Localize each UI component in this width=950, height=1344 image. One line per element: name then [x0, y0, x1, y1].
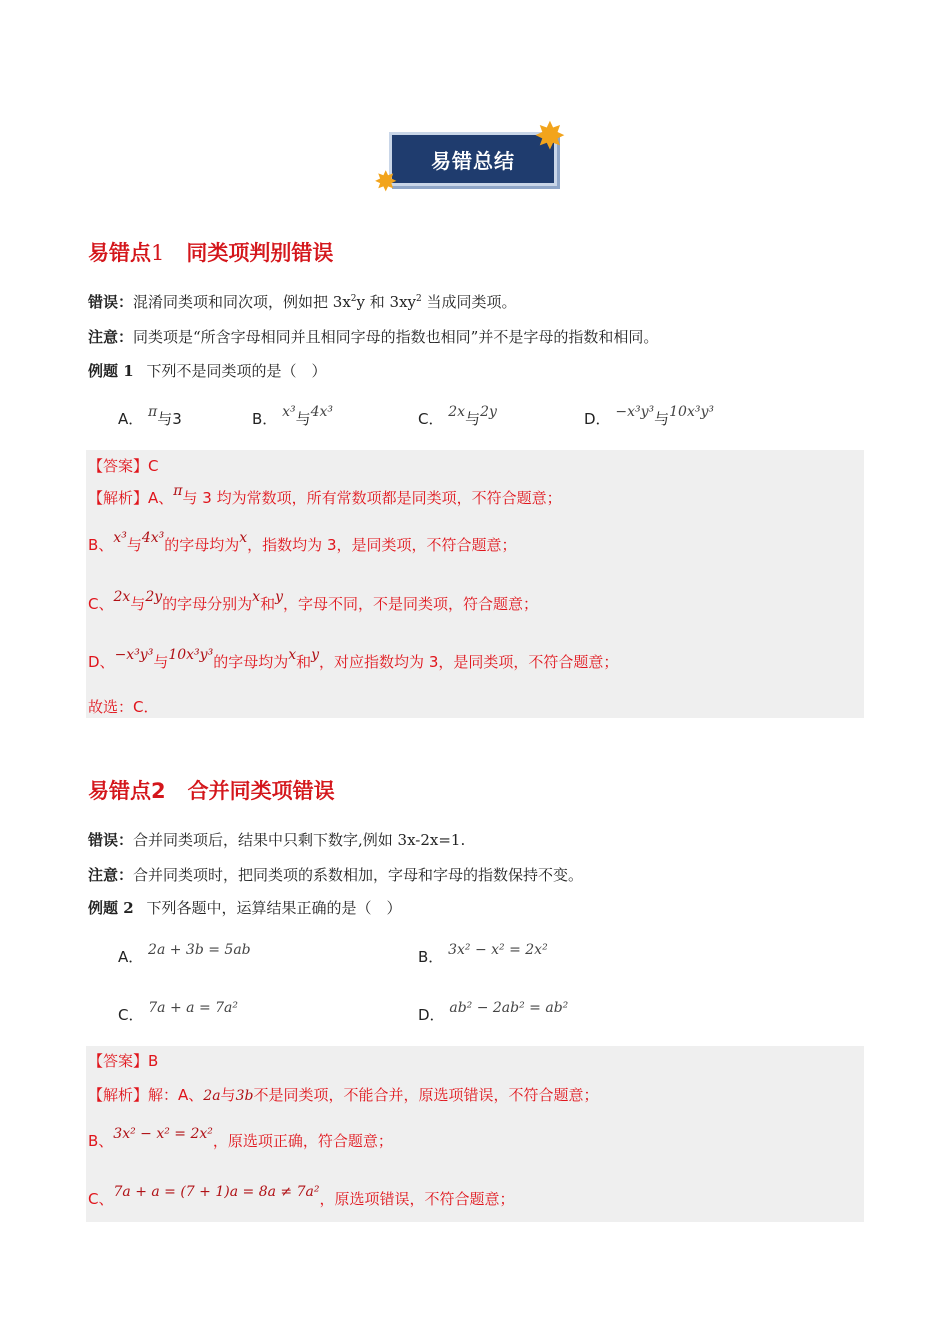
analysis-text: ，原选项正确，符合题意；	[212, 1132, 393, 1150]
note-text: 合并同类项时，把同类项的系数相加，字母和字母的指数保持不变。	[133, 866, 584, 884]
analysis-math: 4x³	[141, 530, 165, 546]
analysis-joiner: 与	[126, 536, 142, 554]
star-icon: ✸	[534, 114, 566, 158]
analysis-math: x	[288, 647, 297, 663]
option-joiner: 与	[465, 410, 481, 428]
analysis-joiner: 与	[130, 595, 146, 613]
analysis-2-b	[88, 1126, 393, 1151]
example-1	[88, 360, 326, 381]
analysis-math: 2a	[203, 1088, 221, 1104]
analysis-prefix: A、	[148, 489, 174, 507]
title-topic: 同类项判别错误	[186, 241, 334, 265]
section-1-title	[88, 237, 333, 267]
analysis-math: 10x³y³	[168, 647, 214, 663]
analysis-2-a	[88, 1084, 598, 1105]
option-a	[118, 404, 182, 429]
option-label: B．	[252, 410, 278, 428]
option-c	[118, 1000, 238, 1025]
option-b	[418, 942, 548, 967]
analysis-math: x³	[113, 530, 127, 546]
analysis-text: ，指数均为 3，是同类项，不符合题意；	[247, 536, 517, 554]
option-joiner: 与	[295, 410, 311, 428]
error-text: 当成同类项。	[421, 293, 517, 311]
analysis-1-d	[88, 647, 619, 672]
analysis-joiner: 与	[153, 653, 169, 671]
option-joiner: 与	[654, 410, 670, 428]
error-line-2	[88, 829, 465, 850]
option-joiner: 与	[157, 410, 173, 428]
option-math: 3x² − x² = 2x²	[448, 942, 548, 958]
option-math: 10x³y³	[669, 404, 714, 420]
analysis-text: ，对应指数均为 3，是同类项，不符合题意；	[319, 653, 619, 671]
option-math: 4x³	[310, 404, 334, 420]
star-icon: ✸	[374, 165, 398, 198]
option-math: 2y	[480, 404, 497, 420]
analysis-math: x	[252, 589, 261, 605]
analysis-2-c	[88, 1184, 515, 1209]
error-text: 混淆同类项和同次项，例如把 3x	[133, 293, 351, 311]
analysis-math: 2y	[145, 589, 163, 605]
analysis-text: 与 3 均为常数项，所有常数项都是同类项，不符合题意；	[182, 489, 562, 507]
analysis-prefix: C、	[88, 595, 114, 613]
analysis-math: −x³y³	[114, 647, 154, 663]
analysis-math: y	[311, 647, 320, 663]
example-question: 下列不是同类项的是（ ）	[146, 362, 327, 380]
error-line-1	[88, 291, 517, 312]
option-label: D．	[584, 410, 611, 428]
option-math: −x³y³	[615, 404, 655, 420]
section-2-title	[88, 775, 335, 805]
analysis-math: x	[239, 530, 248, 546]
analysis-label: 【解析】	[88, 489, 149, 507]
option-math: x³	[282, 404, 296, 420]
option-label: C．	[118, 1006, 144, 1024]
option-math: π	[148, 404, 158, 420]
note-label: 注意：	[88, 328, 134, 346]
analysis-prefix: D、	[88, 653, 115, 671]
option-label: B．	[418, 948, 444, 966]
error-label: 错误：	[88, 831, 134, 849]
option-d	[418, 1000, 569, 1025]
conclusion-1: 故选：C．	[88, 698, 159, 716]
analysis-joiner: 与	[220, 1086, 236, 1104]
analysis-math: 3b	[235, 1088, 254, 1104]
analysis-text: ，原选项错误，不符合题意；	[319, 1190, 515, 1208]
example-label: 例题 1	[88, 362, 134, 380]
analysis-1-c	[88, 589, 539, 614]
analysis-1-b	[88, 530, 517, 555]
option-math: 2x	[448, 404, 466, 420]
analysis-text: ，字母不同，不是同类项，符合题意；	[283, 595, 539, 613]
option-label: A．	[118, 410, 144, 428]
title-number: 2	[151, 779, 166, 803]
option-label: A．	[118, 948, 144, 966]
note-text: 同类项是“所含字母相同并且相同字母的指数也相同”并不是字母的指数和相同。	[133, 328, 659, 346]
analysis-label: 【解析】	[88, 1086, 149, 1104]
analysis-1-a	[88, 483, 562, 508]
error-text: 合并同类项后，结果中只剩下数字,例如 3x-2x=1.	[133, 831, 466, 849]
answer-1: 【答案】C	[88, 457, 159, 475]
title-main: 易错点	[88, 241, 151, 265]
option-label: C．	[418, 410, 444, 428]
option-math: ab² − 2ab² = ab²	[449, 1000, 569, 1016]
analysis-joiner: 和	[260, 595, 276, 613]
analysis-prefix: C、	[88, 1190, 114, 1208]
option-a	[118, 942, 251, 967]
option-math: 7a + a = 7a²	[148, 1000, 238, 1016]
example-question: 下列各题中，运算结果正确的是（ ）	[146, 899, 402, 917]
answer-2: 【答案】B	[88, 1052, 159, 1070]
exponent: 2	[350, 294, 357, 304]
exponent: 2	[416, 294, 422, 304]
analysis-math: π	[173, 483, 183, 499]
option-d	[584, 404, 714, 429]
analysis-text: 不是同类项，不能合并，原选项错误，不符合题意；	[253, 1086, 599, 1104]
analysis-math: 3x² − x² = 2x²	[113, 1126, 213, 1142]
option-b	[252, 404, 334, 429]
title-number: 1	[151, 241, 165, 265]
error-label: 错误：	[88, 293, 134, 311]
analysis-text: 的字母均为	[213, 653, 289, 671]
title-topic: 合并同类项错误	[187, 779, 335, 803]
analysis-math: 7a + a = (7 + 1)a = 8a ≠ 7a²	[113, 1184, 320, 1200]
title-main: 易错点	[88, 779, 151, 803]
example-label: 例题 2	[88, 899, 134, 917]
analysis-math: 2x	[113, 589, 131, 605]
banner-title: 易错总结	[431, 148, 515, 173]
note-label: 注意：	[88, 866, 134, 884]
option-math: 3	[172, 410, 182, 428]
option-c	[418, 404, 497, 429]
analysis-prefix: B、	[88, 536, 114, 554]
option-math: 2a + 3b = 5ab	[148, 942, 251, 958]
error-text: y 和 3xy	[356, 293, 417, 311]
note-line-1	[88, 326, 658, 347]
section-banner	[389, 132, 557, 186]
analysis-math: y	[275, 589, 283, 605]
analysis-text: 的字母分别为	[162, 595, 253, 613]
analysis-prefix: 解：A、	[148, 1086, 204, 1104]
analysis-text: 的字母均为	[164, 536, 240, 554]
analysis-joiner: 和	[296, 653, 312, 671]
note-line-2	[88, 864, 583, 885]
example-2	[88, 897, 401, 918]
analysis-prefix: B、	[88, 1132, 114, 1150]
option-label: D．	[418, 1006, 445, 1024]
